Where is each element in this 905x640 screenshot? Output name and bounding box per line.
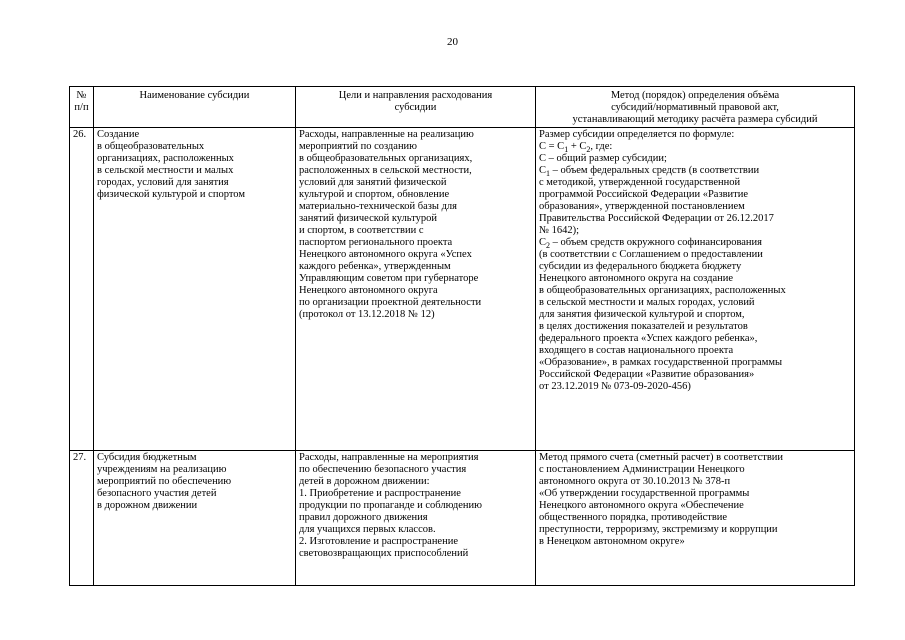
header-num: № п/п — [70, 87, 94, 128]
method-c-definition: С – общий размер субсидии; — [539, 153, 667, 164]
subsidy-goals: Расходы, направленные на реализацию мероприятий по созданию в общеобразовательных организациях, расположенных в сельской местности, условий для занятий физической культурой и спортом, обновление материально-технической базы для занятий физической культурой и спортом, в соответствии с паспортом регионального проекта Ненецкого автономного округа «Успех каждого ребенка», утвержденным Управляющим советом при губернаторе Ненецкого автономного округа по организации проектной деятельности (протокол от 13.12.2018 № 12) — [296, 128, 536, 451]
method-intro: Размер субсидии определяется по формуле: — [539, 129, 735, 140]
subsidies-table — [69, 86, 855, 586]
header-subsidy-name: Наименование субсидии — [94, 87, 296, 128]
header-method: Метод (порядок) определения объёма субсидий/нормативный правовой акт, устанавливающий методику расчёта размера субсидий — [536, 87, 855, 128]
subsidy-method — [536, 128, 855, 451]
table-row — [70, 451, 855, 586]
header-goals: Цели и направления расходования субсидии — [296, 87, 536, 128]
subsidy-goals: Расходы, направленные на мероприятия по обеспечению безопасного участия детей в дорожном движении: 1. Приобретение и распространение продукции по пропаганде и соблюдению правил дорожного движения для учащихся первых классов. 2. Изготовление и распространение световозвращающих приспособлений — [296, 451, 536, 586]
subsidy-name: Субсидия бюджетным учреждениям на реализацию мероприятий по обеспечению безопасного участия детей в дорожном движении — [94, 451, 296, 586]
subsidy-name: Создание в общеобразовательных организациях, расположенных в сельской местности и малых городах, условий для занятия физической культурой и спортом — [94, 128, 296, 451]
row-number: 27. — [70, 451, 94, 586]
subsidy-method: Метод прямого счета (сметный расчет) в соответствии с постановлением Администрации Ненецкого автономного округа от 30.10.2013 № 378-п «Об утверждении государственной программы Ненецкого автономного округа «Обеспечение общественного порядка, противодействие преступности, терроризму, экстремизму и коррупции в Ненецком автономном округе» — [536, 451, 855, 586]
method-c1-definition: $С_1$ – объем федеральных средств (в соответствии с методикой, утвержденной государственной программой Российской Федерации «Развитие образования», утвержденной постановлением Правительства Российской Федерации от 26.12.2017 № 1642); — [539, 165, 774, 236]
table-header-row — [70, 87, 855, 128]
table-row — [70, 128, 855, 451]
method-formula: $С = С_1 + С_2$, где: — [539, 141, 613, 155]
method-c2-definition: $С_2$ – объем средств окружного софинансирования (в соответствии с Соглашением о предоставлении субсидии из федерального бюджета бюджету Ненецкого автономного округа на создание в общеобразовательных организациях, расположенных в сельской местности и малых городах, условий для занятия физической культурой и спортом, в целях достижения показателей и результатов федерального проекта «Успех каждого ребенка», входящего в состав национального проекта «Образование», в рамках государственной программы Российской Федерации «Развитие образования» от 23.12.2019 № 073-09-2020-456) — [539, 237, 786, 392]
row-number: 26. — [70, 128, 94, 451]
page-number: 20 — [447, 36, 458, 48]
